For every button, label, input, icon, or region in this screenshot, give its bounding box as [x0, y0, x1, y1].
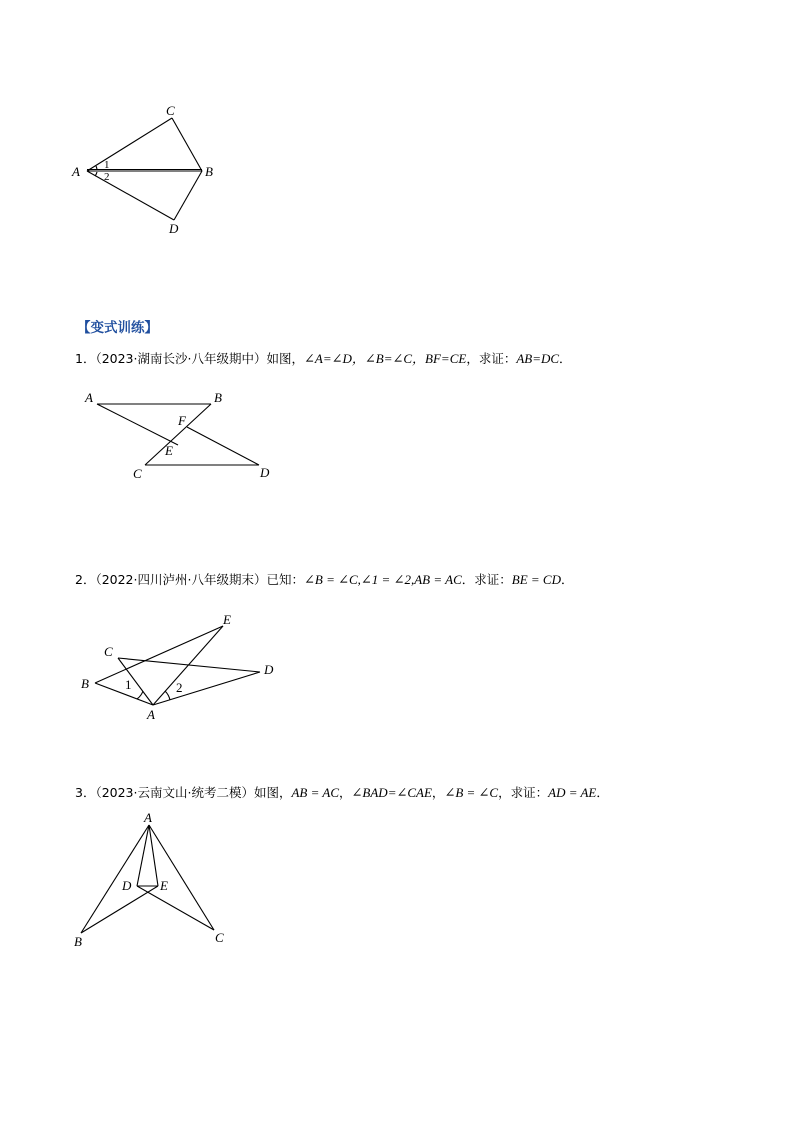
problem-givens: ∠A=∠D，∠B=∠C，BF=CE — [303, 351, 467, 366]
label-c: C — [215, 930, 224, 945]
problem-lead: 已知： — [266, 572, 304, 587]
label-angle-2: 2 — [104, 171, 110, 183]
label-e: E — [160, 878, 168, 893]
label-b: B — [81, 676, 89, 691]
figure-2 — [75, 605, 295, 725]
segment-dc — [137, 886, 214, 930]
problem-lead: 如图， — [253, 785, 292, 800]
problem-number: 3． — [75, 785, 96, 800]
problem-given-1: AB = AC — [291, 785, 340, 800]
figure-1 — [75, 385, 295, 485]
segment-ae — [153, 626, 223, 705]
problem-prompt: ，求证： — [466, 351, 517, 366]
label-d: D — [264, 662, 274, 677]
problem-end: ． — [559, 351, 572, 366]
problem-source: （2023·湖南长沙·八年级期中） — [95, 351, 267, 366]
label-b: B — [74, 934, 82, 949]
label-d: D — [169, 221, 179, 236]
problem-lead: 如图， — [266, 351, 304, 366]
label-c: C — [166, 103, 175, 118]
figure-3 — [60, 805, 240, 955]
segment-fd — [187, 427, 259, 465]
section-heading: 【变式训练】 — [77, 320, 158, 336]
label-d: D — [260, 465, 270, 480]
label-e: E — [165, 443, 173, 458]
problem-goal: BE = CD — [511, 572, 561, 587]
label-angle-1: 1 — [125, 677, 132, 692]
label-angle-2: 2 — [176, 680, 183, 695]
label-b: B — [205, 164, 213, 179]
problem-source: （2023·云南文山·统考二模） — [95, 785, 254, 800]
problem-number: 2． — [75, 572, 96, 587]
problem-end: ． — [596, 785, 609, 800]
label-c: C — [104, 644, 113, 659]
segment-ad — [153, 672, 260, 705]
problem-goal: AD = AE — [548, 785, 597, 800]
problem-givens: ∠B = ∠C,∠1 = ∠2,AB = AC — [303, 572, 462, 587]
segment-be — [95, 626, 223, 683]
problem-end: ． — [560, 572, 574, 587]
figure-0-quadrilateral — [60, 95, 230, 245]
label-f: F — [178, 413, 186, 428]
label-angle-1: 1 — [104, 159, 110, 171]
separator: ， — [339, 785, 352, 800]
problem-prompt: ．求证： — [461, 572, 512, 587]
segment-ae — [97, 404, 178, 445]
segment-ac — [87, 118, 172, 171]
label-c: C — [133, 466, 142, 481]
segment-db — [174, 171, 202, 220]
segment-ae — [149, 825, 158, 886]
angle-arc-2 — [95, 172, 97, 176]
problem-number: 1． — [75, 351, 96, 366]
problem-3-text — [75, 783, 609, 801]
label-e: E — [223, 612, 231, 627]
label-a: A — [85, 390, 93, 405]
problem-goal: AB=DC — [516, 351, 560, 366]
separator: ， — [431, 785, 445, 800]
problem-given-2: ∠BAD=∠CAE — [351, 785, 432, 800]
segment-cb — [172, 118, 202, 171]
label-d: D — [122, 878, 132, 893]
problem-given-3: ∠B = ∠C — [444, 785, 499, 800]
label-b: B — [214, 390, 222, 405]
label-a: A — [147, 707, 155, 722]
problem-1-text — [75, 348, 572, 367]
problem-source: （2022·四川泸州·八年级期末） — [95, 572, 267, 587]
label-a: A — [72, 164, 80, 179]
segment-ac — [149, 825, 214, 930]
angle-arc-1 — [137, 691, 143, 699]
problem-prompt: ，求证： — [498, 785, 549, 800]
segment-ad — [87, 171, 174, 220]
segment-be — [81, 886, 158, 933]
problem-2-text — [75, 570, 574, 588]
label-a: A — [144, 810, 152, 825]
angle-arc-2 — [165, 691, 170, 700]
